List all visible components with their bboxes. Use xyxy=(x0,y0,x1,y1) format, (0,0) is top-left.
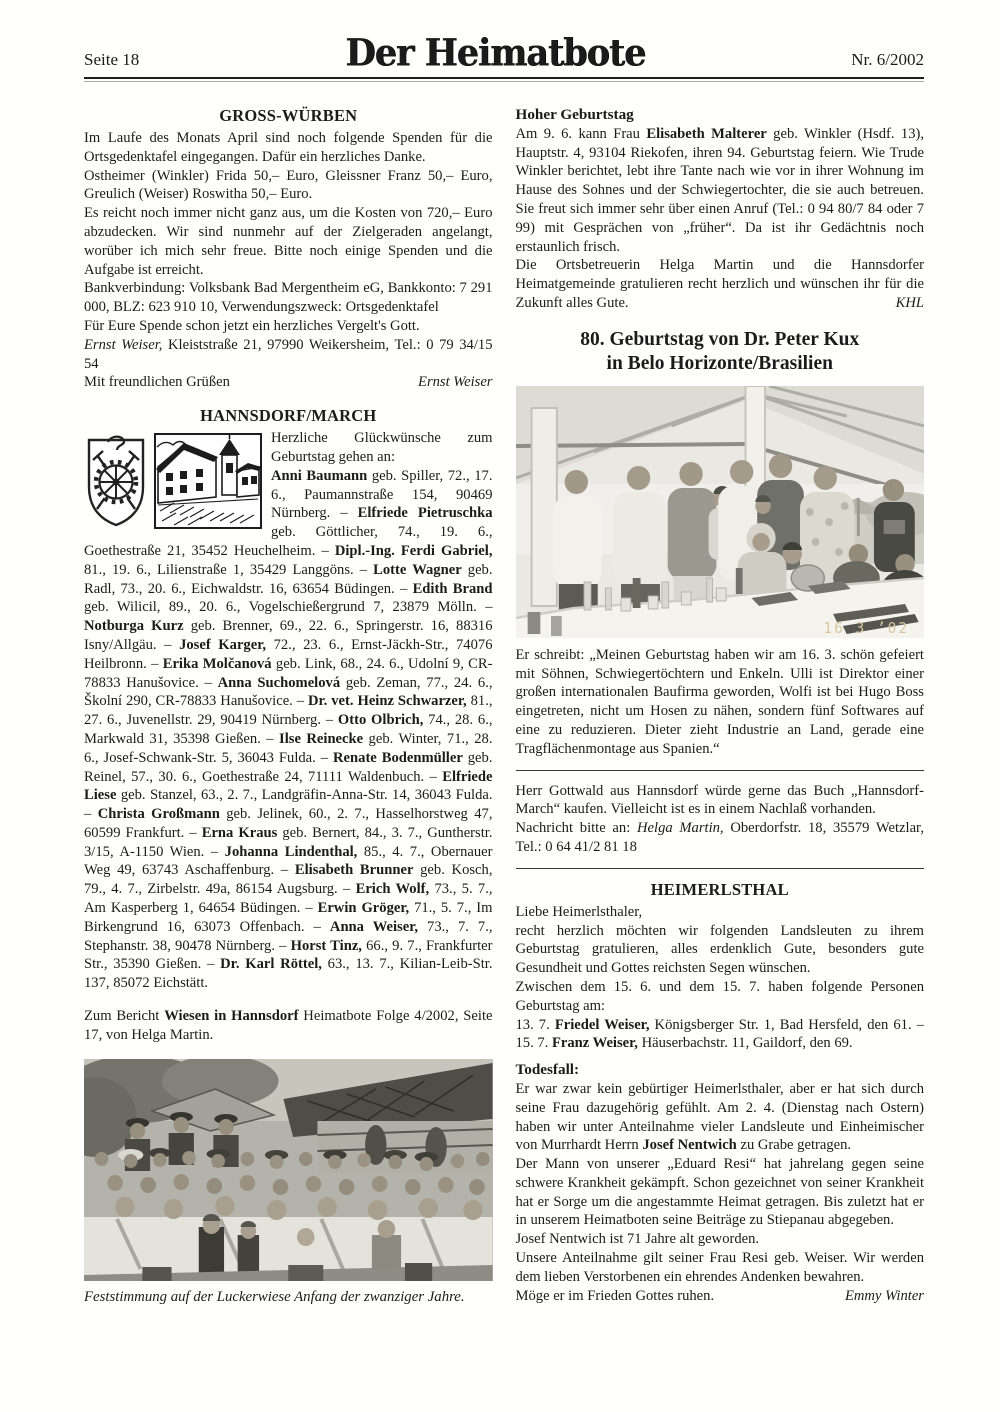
hannsdorf-coat-of-arms-image xyxy=(84,433,148,529)
festival-photo-figure xyxy=(84,1059,493,1306)
paragraph: Josef Nentwich ist 71 Jahre alt geworden. xyxy=(515,1231,760,1248)
signature: Emmy Winter xyxy=(844,1287,924,1304)
paragraph: Bankverbindung: Volksbank Bad Mergentheim eG, Bankkonto: 7 291 000, BLZ: 623 910 10, Verwendungszweck: Ortsgedenktafel xyxy=(84,280,493,316)
paragraph: Zwischen dem 15. 6. und dem 15. 7. haben folgende Personen Geburtstag am: xyxy=(515,978,924,1014)
paragraph: Für Eure Spende schon jetzt ein herzliches Vergelt's Gott. xyxy=(84,317,420,334)
header-rule xyxy=(84,77,924,82)
paragraph: Er schreibt: „Meinen Geburtstag haben wir am 16. 3. schön gefeiert mit Söhnen, Schwiegertöchtern und Enkeln. Ulli ist Direktor einer großen internationalen Baufirma geworden, Wolfi ist bei Hugo Boss eingetreten, nicht um Hosen zu nähen, sondern fünf Softwares auf eine zu reduzieren. Dieter zieht Industrie an Land, gerade eine Tragflächenmontage aus Spanien.“ xyxy=(515,646,924,757)
birthday-party-photo-figure xyxy=(516,386,925,638)
right-column xyxy=(516,106,925,1306)
page-header xyxy=(84,0,924,76)
kux-title-line2: in Belo Horizonte/Brasilien xyxy=(606,352,833,374)
masthead-title: Der Heimatbote xyxy=(345,31,646,76)
paragraph: Herr Gottwald aus Hannsdorf würde gerne das Buch „Hannsdorf-March“ kaufen. Vielleicht ist es in einem Nachlaß vorhanden. xyxy=(515,782,924,818)
hannsdorf-birthday-list: Anni Baumann geb. Spiller, 72., 17. 6., Paumannstraße 154, 90469 Nürnberg. – Elfriede Pietruschka geb. Göttlicher, 74., 19. 6., Goethestraße 21, 35452 Heuchelheim. – Dipl.-Ing. Ferdi Gabriel, 81., 19. 6., Lilienstraße 1, 35429 Langgöns. – Lotte Wagner geb. Radl, 73., 20. 6., Eichwaldstr. 16, 63654 Büdingen. – Edith Brand geb. Wilicil, 89., 20. 6., Vogelschießergrund 7, 23879 Mölln. – Notburga Kurz geb. Brenner, 69., 22. 6., Springerstr. 16, 88316 Isny/Allgäu. – Josef Karger, 72., 23. 6., Ernst-Jäckh-Str., 74076 Heilbronn. – Erika Molčanová geb. Link, 68., 24. 6., Udolní 9, CR-78833 Hanušovice. – Anna Suchomelová geb. Zeman, 77., 24. 6., Školní 290, CR-78833 Hanušovice. – Dr. vet. Heinz Schwarzer, 81., 27. 6., Juvenellstr. 29, 90419 Nürnberg. – Otto Olbrich, 74., 28. 6., Markwald 31, 35398 Gießen. – Ilse Reinecke geb. Winter, 71., 28. 6., Josef-Schwank-Str. 5, 36043 Fulda. – Renate Bodenmüller geb. Reinel, 57., 30. 6., Goethestraße 24, 71111 Waldenbuch. – Elfriede Liese geb. Stanzel, 63., 2. 7., Landgräfin-Anna-Str. 14, 36043 Fulda. – Christa Großmann geb. Jelinek, 60., 2. 7., Hasselhorstweg 47, 60599 Frankfurt. – Erna Kraus geb. Bernert, 84., 3. 7., Guntherstr. 3/15, A-1150 Wien. – Johanna Lindenthal, 85., 4. 7., Obernauer Weg 49, 63743 Aschaffenburg. – Elisabeth Brunner geb. Kosch, 79., 4. 7., Zirbelstr. 49a, 86154 Augsburg. – Erich Wolf, 73., 5. 7., Am Kasperberg 1, 64654 Büdingen. – Erwin Gröger, 71., 5. 7., Im Birkengrund 16, 63073 Offenbach. – Anna Weiser, 73., 7. 7., Stephanstr. 38, 90478 Nürnberg. – Horst Tinz, 66., 9. 7., Frankfurter Str., 35390 Gießen. – Dr. Karl Röttel, 63., 13. 7., Kilian-Leib-Str. 137, 85072 Eichstätt. xyxy=(84,467,493,992)
section-title-heimerlsthal: HEIMERLSTHAL xyxy=(650,879,789,899)
section-title-gross-wuerben: GROSS-WÜRBEN xyxy=(219,106,358,125)
birthday-party-photo xyxy=(516,386,925,638)
paragraph: Unsere Anteilnahme gilt seiner Frau Resi geb. Weiser. Wir werden dem lieben Verstorbenen ein ehrendes Andenken bewahren. xyxy=(515,1250,924,1285)
paragraph: Der Mann von unserer „Eduard Resi“ hat jahrelang gegen seine schwere Krankheit gekämpft. Schon gezeichnet von seiner Krankheit hat er Sorge um die angestammte Heimat getragen. Bis zuletzt hat er in unserem Heimatboten seine Beiträge zu Stiepanau abgegeben. xyxy=(515,1156,924,1229)
contact-line: Ernst Weiser, Kleiststraße 21, 97990 Weikersheim, Tel.: 0 79 34/15 54 xyxy=(84,336,493,372)
paragraph: Er war zwar kein gebürtiger Heimerlsthaler, aber er hat sich durch seine Frau dazugehörig gefühlt. Am 2. 4. (Dienstag nach Ostern) haben wir unter Anteilnahme vieler Landsleute und Einheimischer von Murrhardt Herrn Josef Nentwich zu Grabe getragen. xyxy=(515,1080,924,1154)
paragraph: Liebe Heimerlsthaler, xyxy=(515,903,643,920)
contact-line: Nachricht bitte an: Helga Martin, Oberdorfstr. 18, 35579 Wetzlar, Tel.: 0 64 41/2 81 18 xyxy=(515,820,924,855)
hannsdorf-village-engraving xyxy=(154,433,262,529)
section-title-todesfall: Todesfall: xyxy=(515,1061,580,1079)
paragraph: Am 9. 6. kann Frau Elisabeth Malterer geb. Winkler (Hsdf. 13), Hauptstr. 4, 93104 Riekofen, ihren 94. Geburtstag feiern. Wie Trude Winkler berichtet, lebt ihre Tante nach wie vor in ihrer Wohnung im Hause des Sohnes und der Schwiegertochter, die sie auch betreuen. Sie freut sich immer sehr über einen Anruf (Tel.: 0 94 80/7 84 oder 7 99) mit Gesprächen von „früher“. Da ist ihr Gedächtnis noch erstaunlich frisch. xyxy=(515,125,925,255)
signature-row xyxy=(84,373,493,392)
section-title-hannsdorf: HANNSDORF/MARCH xyxy=(200,406,377,426)
signature: Ernst Weiser xyxy=(418,374,493,391)
hannsdorf-section-body xyxy=(84,429,493,993)
birthday-list: 13. 7. Friedel Weiser, Königsberger Str. 1, Bad Hersfeld, den 61. – 15. 7. Franz Weiser, Häuserbachstr. 11, Gaildorf, den 69. xyxy=(515,1016,924,1052)
divider-rule xyxy=(516,868,925,869)
issue-number: Nr. 6/2002 xyxy=(851,50,924,69)
paragraph: Im Laufe des Monats April sind noch folgende Spenden für die Ortsgedenktafel eingegangen. Dafür ein herzliches Danke. xyxy=(84,130,493,165)
kux-title-line1: 80. Geburtstag von Dr. Peter Kux xyxy=(580,328,860,350)
paragraph: Es reicht noch immer nicht ganz aus, um die Kosten von 720,– Euro abzudecken. Wir sind nunmehr auf der Zielgeraden angelangt, worüber ich mich sehr freue. Bitte noch einige Spenden und die Aufgabe ist erreicht. xyxy=(84,205,493,278)
report-note: Zum Bericht Wiesen in Hannsdorf Heimatbote Folge 4/2002, Seite 17, von Helga Martin. xyxy=(84,1008,493,1043)
paragraph: Die Ortsbetreuerin Helga Martin und die Hannsdorfer Heimatgemeinde gratulieren recht herzlich und wünschen ihr für die Zukunft alles Gute. xyxy=(515,257,924,311)
signature: KHL xyxy=(895,294,924,311)
festival-photo-caption: Feststimmung auf der Luckerwiese Anfang der zwanziger Jahre. xyxy=(84,1288,465,1305)
section-title-hoher-geburtstag: Hoher Geburtstag xyxy=(515,106,634,123)
paragraph: Ostheimer (Winkler) Frida 50,– Euro, Gleissner Franz 50,– Euro, Greulich (Weiser) Roswitha 50,– Euro. xyxy=(84,167,493,203)
page-body xyxy=(84,106,924,1306)
page-number: Seite 18 xyxy=(84,50,140,69)
festival-photo xyxy=(84,1059,493,1281)
hannsdorf-illustrations xyxy=(84,433,262,529)
signature-row xyxy=(516,1287,925,1306)
left-column xyxy=(84,106,493,1306)
divider-rule xyxy=(516,770,925,771)
closing-phrase: Mit freundlichen Grüßen xyxy=(84,374,230,391)
paragraph: recht herzlich möchten wir folgenden Landsleuten zu ihrem Geburtstag gratulieren, alles erdenklich Gute, besonders gute Gesundheit und Gottes reichsten Segen wünschen. xyxy=(515,922,924,977)
section-title-kux xyxy=(516,328,925,376)
hannsdorf-intro: Herzliche Glückwünsche zum Geburtstag gehen an: xyxy=(271,430,493,465)
photo-date-stamp: 16 3 ’02 xyxy=(822,619,909,637)
closing-phrase: Möge er im Frieden Gottes ruhen. xyxy=(515,1287,715,1304)
